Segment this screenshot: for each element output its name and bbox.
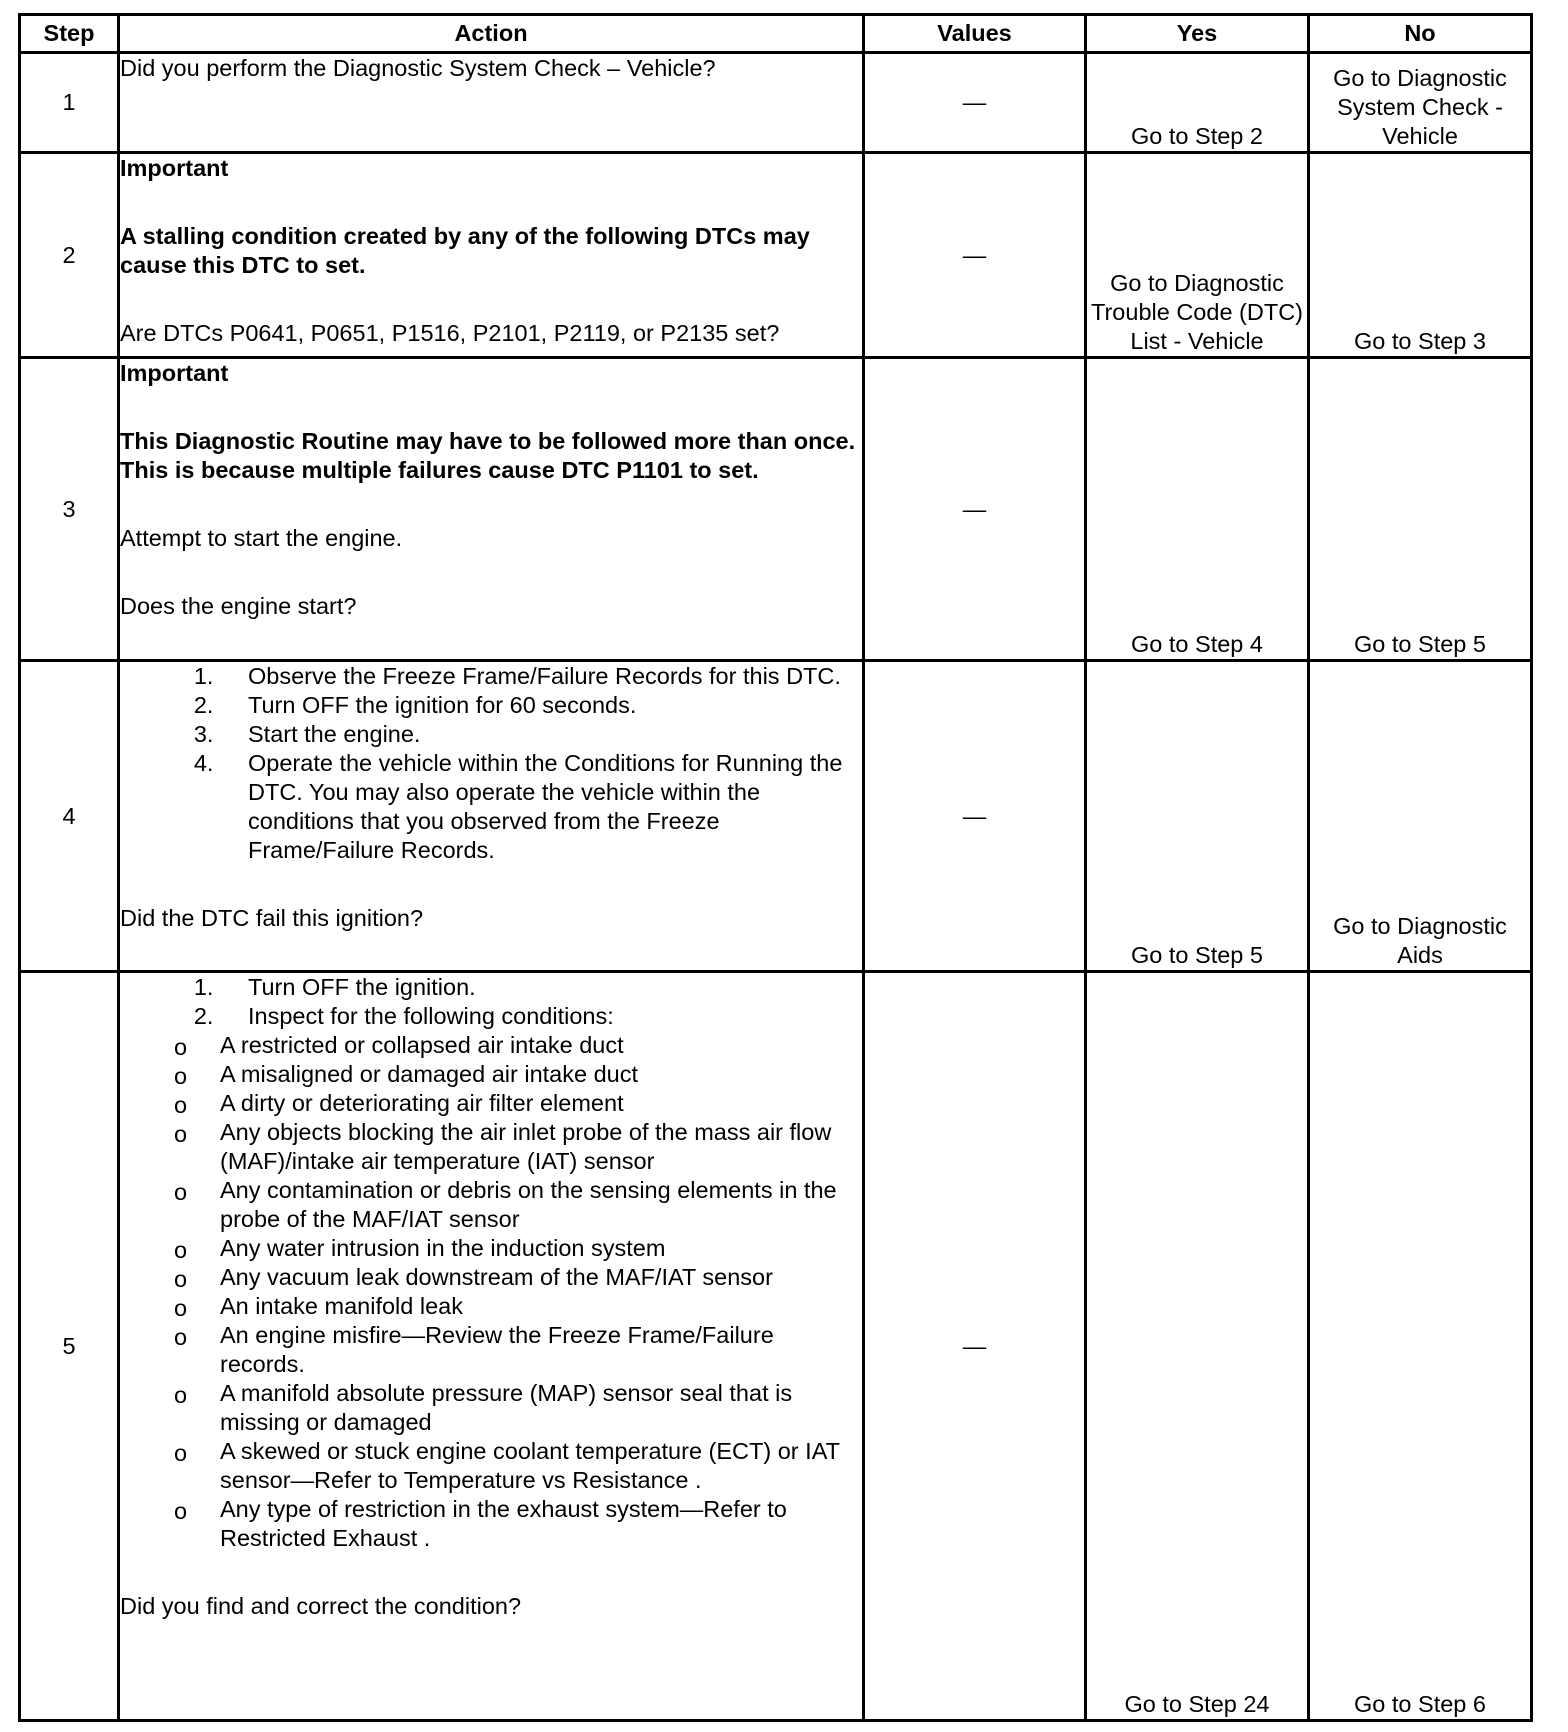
condition-item: o A restricted or collapsed air intake duct (220, 1031, 862, 1060)
yes-cell[interactable]: Go to Step 4 (1086, 358, 1309, 661)
table-row (20, 153, 1532, 358)
condition-item: o Any type of restriction in the exhaust system—Refer to Restricted Exhaust . (220, 1495, 862, 1553)
condition-item: o A manifold absolute pressure (MAP) sensor seal that is missing or damaged (220, 1379, 862, 1437)
procedure-list (120, 973, 862, 1553)
value-cell: — (864, 972, 1086, 1721)
question-text: Are DTCs P0641, P0651, P1516, P2101, P2119, or P2135 set? (120, 320, 780, 346)
value-cell: — (864, 358, 1086, 661)
header-values: Values (864, 15, 1086, 53)
no-cell[interactable]: Go to Diagnostic Aids (1309, 661, 1532, 972)
no-cell[interactable]: Go to Step 5 (1309, 358, 1532, 661)
condition-item: o A misaligned or damaged air intake duct (220, 1060, 862, 1089)
procedure-step: 1. Turn OFF the ignition. (220, 973, 862, 1002)
no-cell[interactable]: Go to Step 3 (1309, 153, 1532, 358)
action-cell (119, 661, 864, 972)
header-row (20, 15, 1532, 53)
action-cell (119, 153, 864, 358)
question-text: Did the DTC fail this ignition? (120, 905, 424, 931)
step-number: 3 (20, 358, 119, 661)
yes-cell[interactable]: Go to Step 2 (1086, 53, 1309, 153)
step-number: 2 (20, 153, 119, 358)
step-number: 1 (20, 53, 119, 153)
header-yes: Yes (1086, 15, 1309, 53)
procedure-step: 1. Observe the Freeze Frame/Failure Records for this DTC. (220, 662, 862, 691)
procedure-step: 3. Start the engine. (220, 720, 862, 749)
action-cell (119, 972, 864, 1721)
condition-item: o An engine misfire—Review the Freeze Frame/Failure records. (220, 1321, 862, 1379)
condition-item: o Any objects blocking the air inlet probe of the mass air flow (MAF)/intake air temperature (IAT) sensor (220, 1118, 862, 1176)
procedure-step: 2. Turn OFF the ignition for 60 seconds. (220, 691, 862, 720)
question-text: Does the engine start? (120, 593, 357, 619)
important-text: A stalling condition created by any of the following DTCs may cause this DTC to set. (120, 223, 810, 278)
header-no: No (1309, 15, 1532, 53)
condition-item: o Any contamination or debris on the sensing elements in the probe of the MAF/IAT sensor (220, 1176, 862, 1234)
no-cell[interactable]: Go to Step 6 (1309, 972, 1532, 1721)
action-cell (119, 53, 864, 153)
no-cell[interactable]: Go to Diagnostic System Check - Vehicle (1309, 53, 1532, 153)
instruction-text: Attempt to start the engine. (120, 525, 403, 551)
table-row (20, 53, 1532, 153)
table-row (20, 661, 1532, 972)
condition-list (120, 1031, 862, 1553)
yes-cell[interactable]: Go to Diagnostic Trouble Code (DTC) List - Vehicle (1086, 153, 1309, 358)
table-row (20, 972, 1532, 1721)
important-title: Important (120, 360, 229, 386)
header-action: Action (119, 15, 864, 53)
header-step: Step (20, 15, 119, 53)
step-number: 4 (20, 661, 119, 972)
yes-cell[interactable]: Go to Step 5 (1086, 661, 1309, 972)
important-title: Important (120, 155, 229, 181)
condition-item: o Any vacuum leak downstream of the MAF/IAT sensor (220, 1263, 862, 1292)
condition-item: o A dirty or deteriorating air filter element (220, 1089, 862, 1118)
important-text: This Diagnostic Routine may have to be followed more than once. This is because multiple failures cause DTC P1101 to set. (120, 428, 856, 483)
action-cell (119, 358, 864, 661)
diagnostic-table (18, 13, 1533, 1722)
procedure-list (120, 662, 862, 865)
yes-cell[interactable]: Go to Step 24 (1086, 972, 1309, 1721)
value-cell: — (864, 153, 1086, 358)
procedure-step: 4. Operate the vehicle within the Conditions for Running the DTC. You may also operate the vehicle within the conditions that you observed from the Freeze Frame/Failure Records. (220, 749, 862, 865)
procedure-step (220, 1002, 862, 1553)
question-text: Did you find and correct the condition? (120, 1593, 522, 1619)
procedure-step-text: Inspect for the following conditions: (248, 1003, 614, 1029)
question-text: Did you perform the Diagnostic System Check – Vehicle? (120, 55, 716, 81)
condition-item: o A skewed or stuck engine coolant temperature (ECT) or IAT sensor—Refer to Temperature vs Resistance . (220, 1437, 862, 1495)
value-cell: — (864, 661, 1086, 972)
condition-item: o Any water intrusion in the induction system (220, 1234, 862, 1263)
table-row (20, 358, 1532, 661)
step-number: 5 (20, 972, 119, 1721)
value-cell: — (864, 53, 1086, 153)
condition-item: o An intake manifold leak (220, 1292, 862, 1321)
